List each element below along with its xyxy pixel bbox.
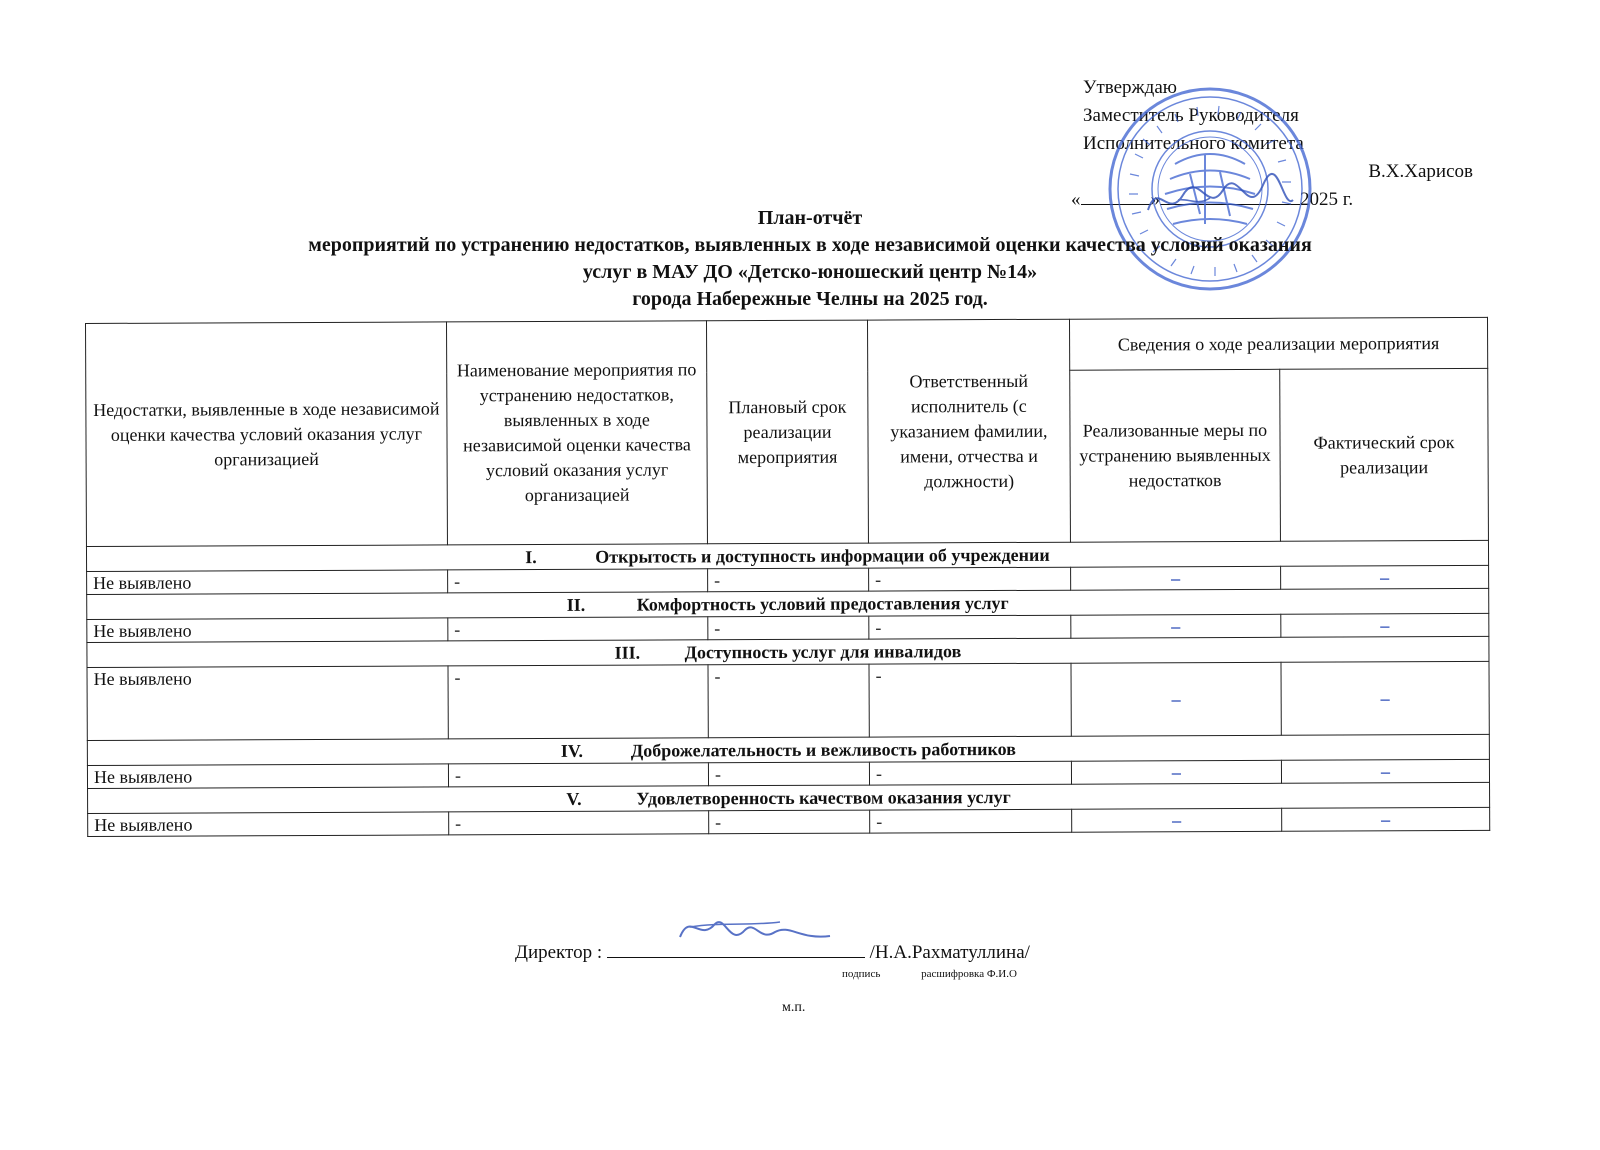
cell-measure: -	[448, 763, 708, 787]
cell-actual-date: –	[1281, 565, 1489, 589]
cell-shortcoming: Не выявлено	[87, 764, 448, 789]
section-title: Доброжелательность и вежливость работников	[630, 738, 1016, 761]
cell-responsible: -	[869, 567, 1071, 591]
table-row	[88, 807, 1490, 836]
director-signature-block	[515, 937, 1030, 964]
cell-measure: -	[448, 569, 708, 593]
title-line-1: План-отчёт	[757, 207, 863, 229]
section-number: II.	[566, 594, 586, 615]
cell-actual-date: –	[1281, 759, 1489, 783]
header-measure: Наименование мероприятия по устранению недостатков, выявленных в ходе независимой оценки качества условий оказания услуг организацией	[446, 321, 707, 545]
seal-place-label: м.п.	[782, 1000, 806, 1015]
cell-implemented: –	[1071, 614, 1281, 638]
section-number: III.	[614, 642, 641, 663]
header-progress-group: Сведения о ходе реализации мероприятия	[1069, 317, 1487, 370]
date-close-quote: »	[1150, 189, 1160, 210]
cell-planned-date: -	[708, 568, 869, 592]
cell-responsible: -	[869, 615, 1071, 639]
cell-planned-date: -	[708, 664, 869, 738]
cell-implemented: –	[1070, 566, 1280, 590]
document-title	[100, 205, 1520, 313]
cell-actual-date: –	[1281, 613, 1489, 637]
director-label: Директор :	[515, 942, 603, 963]
cell-actual-date: –	[1282, 807, 1490, 831]
cell-implemented: –	[1071, 760, 1281, 784]
table-row	[87, 661, 1489, 740]
date-year: 2025 г.	[1300, 189, 1354, 210]
cell-shortcoming: Не выявлено	[87, 666, 448, 741]
header-implemented-measures: Реализованные меры по устранению выявленных недостатков	[1070, 369, 1281, 542]
header-planned-date: Плановый срок реализации мероприятия	[706, 320, 868, 544]
section-title: Комфортность условий предоставления услуг	[636, 592, 1009, 615]
cell-measure: -	[448, 617, 708, 641]
title-line-4: города Набережные Челны на 2025 год.	[632, 288, 988, 310]
caption-signature: подпись	[842, 968, 881, 980]
header-actual-date: Фактический срок реализации	[1280, 368, 1489, 541]
cell-shortcoming: Не выявлено	[87, 570, 448, 595]
title-line-3: услуг в МАУ ДО «Детско-юношеский центр №14»	[582, 261, 1038, 283]
cell-responsible: -	[869, 663, 1071, 737]
plan-table	[85, 317, 1490, 837]
cell-responsible: -	[870, 809, 1072, 833]
approval-organization: Исполнительного комитета	[1083, 133, 1304, 154]
approval-position: Заместитель Руководителя	[1083, 105, 1299, 126]
section-number: IV.	[560, 740, 584, 761]
cell-planned-date: -	[708, 616, 869, 640]
caption-decoding: расшифровка Ф.И.О	[921, 968, 1017, 980]
header-responsible: Ответственный исполнитель (с указанием фамилии, имени, отчества и должности)	[868, 319, 1071, 543]
section-number: V.	[566, 788, 582, 809]
cell-responsible: -	[869, 761, 1071, 785]
cell-planned-date: -	[708, 762, 869, 786]
director-name: /Н.А.Рахматуллина/	[869, 942, 1030, 963]
cell-shortcoming: Не выявлено	[88, 812, 449, 837]
header-shortcomings: Недостатки, выявленные в ходе независимой оценки качества условий оказания услуг организацией	[86, 322, 448, 547]
section-title: Открытость и доступность информации об учреждении	[595, 544, 1050, 567]
approval-name: В.Х.Харисов	[1368, 161, 1473, 182]
cell-planned-date: -	[709, 810, 870, 834]
cell-measure: -	[449, 811, 709, 835]
title-line-2: мероприятий по устранению недостатков, выявленных в ходе независимой оценки качества условий оказания	[308, 234, 1312, 256]
signature-line	[607, 937, 865, 958]
cell-measure: -	[448, 665, 708, 739]
cell-implemented: –	[1072, 808, 1282, 832]
section-title: Доступность услуг для инвалидов	[684, 641, 962, 663]
approval-heading: Утверждаю	[1083, 77, 1177, 98]
cell-shortcoming: Не выявлено	[87, 618, 448, 643]
cell-actual-date: –	[1281, 661, 1489, 735]
section-title: Удовлетворенность качеством оказания услуг	[636, 786, 1011, 809]
signature-captions	[842, 968, 1055, 980]
date-open-quote: «	[1071, 189, 1081, 210]
cell-implemented: –	[1071, 662, 1281, 736]
section-number: I.	[525, 547, 537, 568]
header-row	[86, 317, 1488, 374]
